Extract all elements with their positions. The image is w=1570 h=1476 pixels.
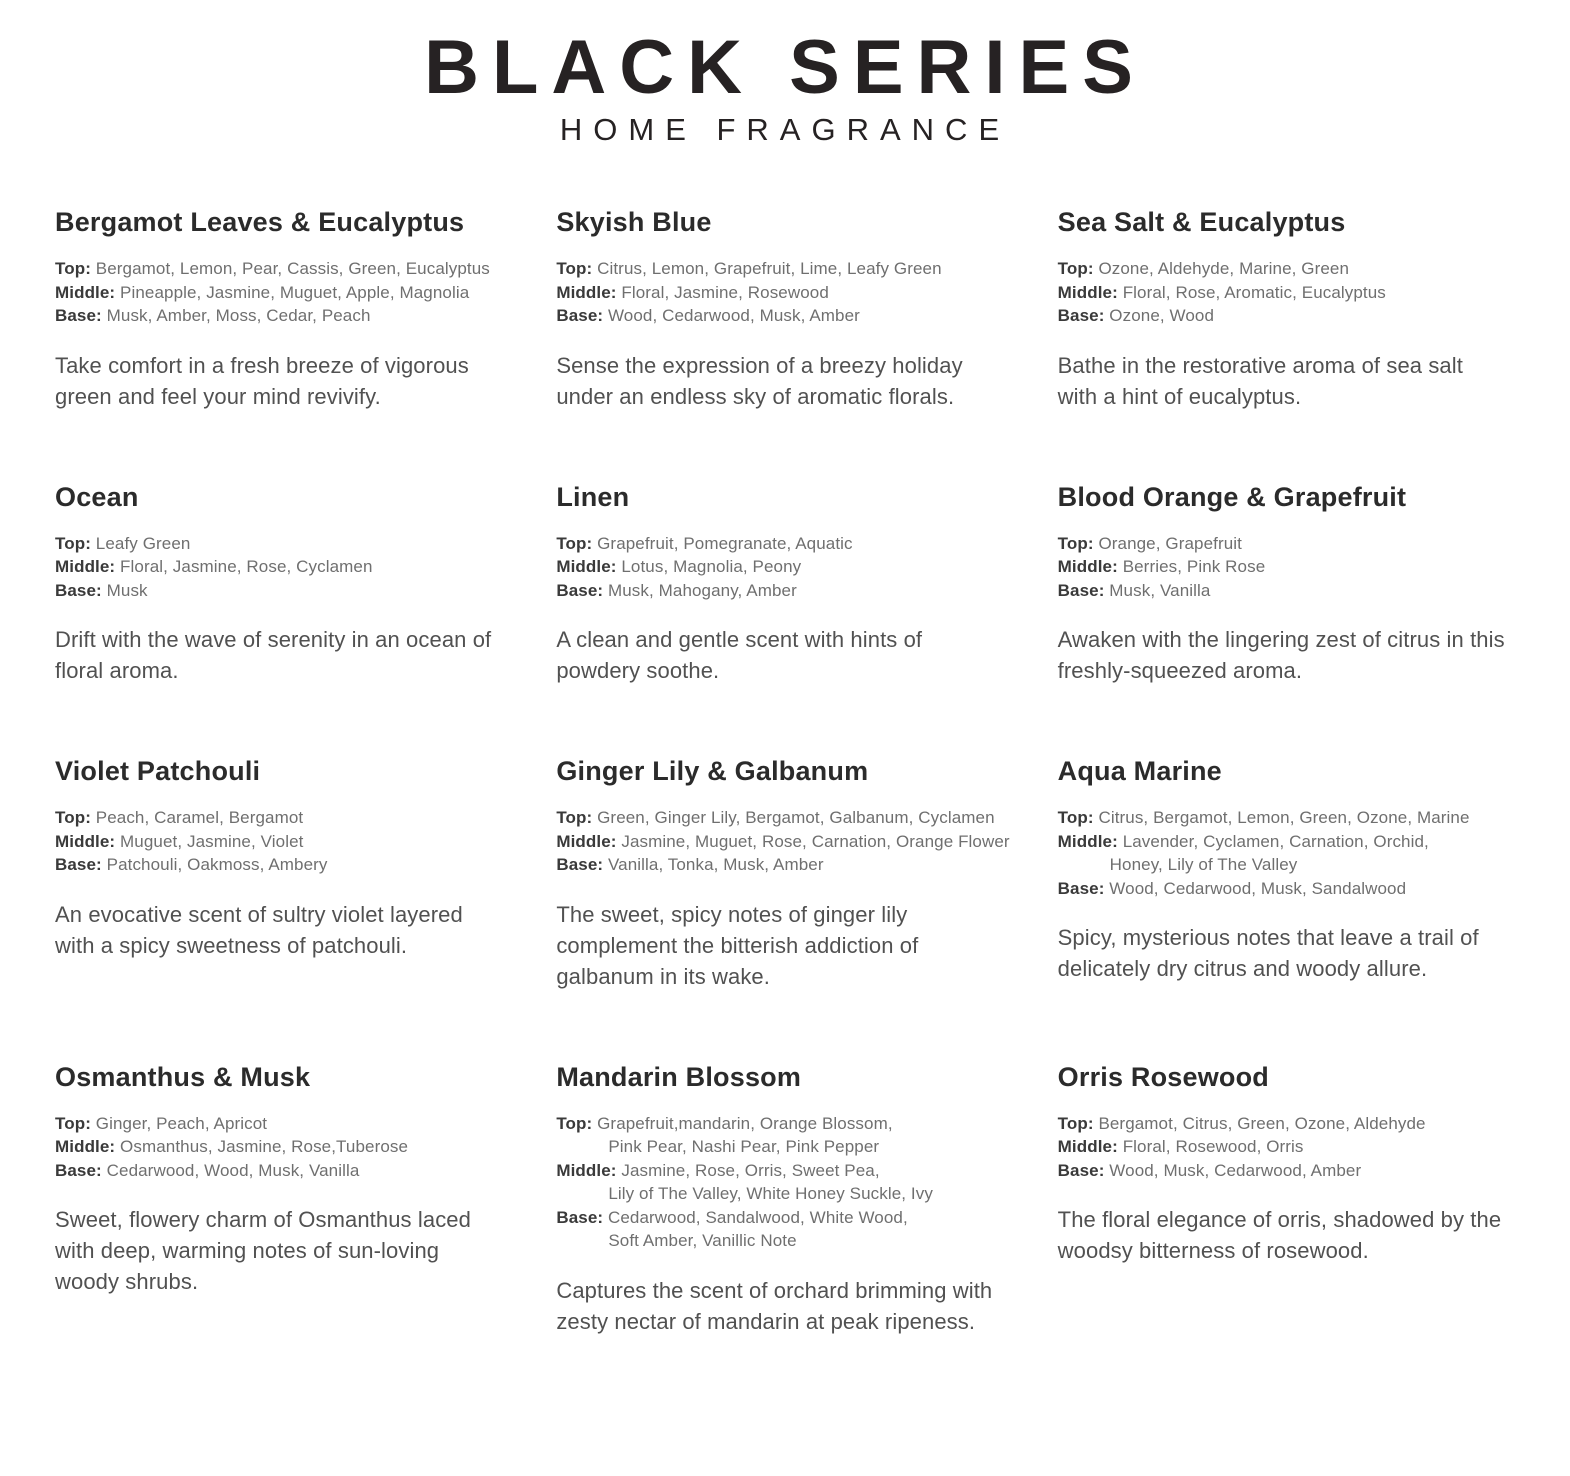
note-label: Top:: [55, 808, 91, 828]
note-value: Ginger, Peach, Apricot: [95, 1113, 268, 1133]
fragrance-card: [55, 756, 512, 961]
note-row: [55, 532, 512, 556]
note-value: Green, Ginger Lily, Bergamot, Galbanum, Cyclamen: [597, 808, 995, 828]
note-row: [556, 579, 1013, 603]
note-value: Wood, Musk, Cedarwood, Amber: [1109, 1160, 1362, 1180]
fragrance-notes: [1058, 257, 1515, 328]
note-label: Middle:: [556, 831, 617, 851]
fragrance-notes: [556, 1112, 1013, 1253]
note-value: Musk, Vanilla: [1109, 580, 1211, 600]
note-label: Top:: [556, 533, 593, 553]
note-continuation: Pink Pear, Nashi Pear, Pink Pepper: [608, 1137, 880, 1157]
note-value: Lavender, Cyclamen, Carnation, Orchid,: [1122, 831, 1429, 851]
note-row: [1058, 532, 1515, 556]
fragrance-notes: [55, 806, 512, 877]
fragrance-notes: [556, 257, 1013, 328]
note-continuation: Lily of The Valley, White Honey Suckle, Ivy: [608, 1184, 933, 1204]
fragrance-notes: [1058, 532, 1515, 603]
note-row: [1058, 806, 1515, 830]
note-row: [1058, 1135, 1515, 1159]
note-value: Cedarwood, Wood, Musk, Vanilla: [106, 1160, 360, 1180]
note-label: Base:: [55, 855, 102, 875]
note-label: Base:: [556, 306, 604, 326]
note-label: Base:: [1057, 580, 1105, 600]
note-row: [55, 830, 512, 854]
fragrance-description: Captures the scent of orchard brimming with zesty nectar of mandarin at peak ripeness.: [556, 1277, 993, 1334]
note-row: [55, 1159, 512, 1183]
note-continuation: Honey, Lily of The Valley: [1109, 855, 1298, 875]
note-row: [55, 579, 512, 603]
fragrance-card: [55, 1062, 512, 1298]
fragrance-description: Bathe in the restorative aroma of sea salt with a hint of eucalyptus.: [1057, 352, 1463, 409]
note-label: Middle:: [556, 557, 617, 577]
note-label: Base:: [55, 1160, 102, 1180]
note-row: [1058, 257, 1515, 281]
note-value: Ozone, Wood: [1109, 306, 1215, 326]
note-label: Middle:: [55, 282, 116, 302]
note-row: [556, 853, 1013, 877]
note-value: Muguet, Jasmine, Violet: [120, 831, 304, 851]
page-title: BLACK SERIES: [424, 25, 1146, 110]
note-value: Musk: [106, 580, 148, 600]
fragrance-description: An evocative scent of sultry violet layered with a spicy sweetness of patchouli.: [55, 901, 463, 958]
note-value: Lotus, Magnolia, Peony: [621, 557, 802, 577]
fragrance-name: Bergamot Leaves & Eucalyptus: [55, 207, 465, 237]
note-label: Top:: [55, 1113, 91, 1133]
fragrance-card: [1058, 756, 1515, 984]
note-row: [1058, 555, 1515, 579]
note-row: [1058, 830, 1515, 854]
fragrance-card: [556, 207, 1013, 412]
note-label: Base:: [1057, 1160, 1105, 1180]
fragrance-name: Sea Salt & Eucalyptus: [1057, 207, 1346, 237]
fragrance-description: A clean and gentle scent with hints of powdery soothe.: [556, 627, 923, 684]
note-row: [556, 1159, 1013, 1183]
note-row: [55, 281, 512, 305]
note-value: Cedarwood, Sandalwood, White Wood,: [607, 1207, 908, 1227]
fragrance-description: Drift with the wave of serenity in an ocean of floral aroma.: [55, 627, 492, 684]
note-value: Orange, Grapefruit: [1098, 533, 1242, 553]
note-label: Top:: [1057, 533, 1094, 553]
note-row: [556, 555, 1013, 579]
note-value: Musk, Mahogany, Amber: [607, 580, 797, 600]
fragrance-name: Skyish Blue: [556, 207, 712, 237]
note-row: [1058, 1112, 1515, 1136]
fragrance-card: [55, 482, 512, 687]
fragrance-description: The sweet, spicy notes of ginger lily complement the bitterish addiction of galbanum in its wake.: [556, 901, 919, 989]
fragrance-card: [556, 756, 1013, 992]
note-value: Grapefruit,mandarin, Orange Blossom,: [597, 1113, 893, 1133]
fragrance-description: Sense the expression of a breezy holiday under an endless sky of aromatic florals.: [556, 352, 963, 409]
note-row: [1058, 1159, 1515, 1183]
fragrance-notes: [556, 806, 1013, 877]
fragrance-name: Violet Patchouli: [55, 756, 261, 787]
note-label: Middle:: [556, 282, 617, 302]
fragrance-notes: [55, 532, 512, 603]
fragrance-description: Take comfort in a fresh breeze of vigorous green and feel your mind revivify.: [55, 352, 469, 409]
note-label: Middle:: [1057, 557, 1118, 577]
note-label: Base:: [1057, 306, 1105, 326]
note-value: Vanilla, Tonka, Musk, Amber: [607, 855, 824, 875]
note-label: Middle:: [1057, 282, 1118, 302]
fragrance-description: The floral elegance of orris, shadowed by the woodsy bitterness of rosewood.: [1057, 1207, 1502, 1264]
fragrance-notes: [556, 532, 1013, 603]
note-value: Floral, Rosewood, Orris: [1122, 1137, 1304, 1157]
fragrance-card: [556, 1062, 1013, 1337]
fragrance-name: Aqua Marine: [1057, 756, 1222, 787]
note-label: Middle:: [55, 1137, 116, 1157]
note-value: Jasmine, Rose, Orris, Sweet Pea,: [621, 1160, 880, 1180]
fragrance-notes: [55, 257, 512, 328]
fragrance-name: Ginger Lily & Galbanum: [556, 756, 869, 787]
note-row: [1058, 579, 1515, 603]
fragrance-name: Blood Orange & Grapefruit: [1057, 481, 1407, 512]
fragrance-notes: [1058, 1112, 1515, 1183]
fragrance-card: [1058, 1062, 1515, 1267]
note-continuation: Soft Amber, Vanillic Note: [608, 1231, 797, 1251]
fragrance-grid: [55, 207, 1515, 1337]
note-value: Jasmine, Muguet, Rose, Carnation, Orange Flower: [621, 831, 1010, 851]
note-value: Ozone, Aldehyde, Marine, Green: [1098, 259, 1350, 279]
note-value: Osmanthus, Jasmine, Rose,Tuberose: [120, 1137, 409, 1157]
note-row: [55, 1112, 512, 1136]
note-row: [556, 806, 1013, 830]
note-label: Base:: [55, 306, 102, 326]
note-value: Patchouli, Oakmoss, Ambery: [106, 855, 328, 875]
note-label: Top:: [556, 1113, 593, 1133]
doc-header: [55, 25, 1515, 147]
note-row: [556, 1112, 1013, 1136]
note-value: Bergamot, Lemon, Pear, Cassis, Green, Eucalyptus: [95, 259, 490, 279]
note-label: Top:: [1057, 808, 1094, 828]
note-label: Top:: [1057, 1113, 1094, 1133]
note-label: Middle:: [1057, 1137, 1118, 1157]
note-value: Musk, Amber, Moss, Cedar, Peach: [106, 306, 371, 326]
note-row: [1058, 304, 1515, 328]
fragrance-name: Orris Rosewood: [1057, 1061, 1269, 1092]
note-value: Floral, Rose, Aromatic, Eucalyptus: [1122, 282, 1386, 302]
note-label: Top:: [55, 533, 91, 553]
page-subtitle: HOME FRAGRANCE: [559, 112, 1011, 147]
note-label: Base:: [55, 580, 102, 600]
note-value: Bergamot, Citrus, Green, Ozone, Aldehyde: [1098, 1113, 1426, 1133]
note-label: Middle:: [1057, 831, 1118, 851]
note-value: Grapefruit, Pomegranate, Aquatic: [597, 533, 853, 553]
note-row: [1058, 281, 1515, 305]
note-value: Pineapple, Jasmine, Muguet, Apple, Magnolia: [120, 282, 470, 302]
note-row: [1058, 877, 1515, 901]
note-label: Middle:: [55, 557, 116, 577]
note-label: Top:: [55, 259, 91, 279]
note-row: [556, 304, 1013, 328]
note-label: Top:: [1057, 259, 1094, 279]
note-value: Wood, Cedarwood, Musk, Amber: [607, 306, 860, 326]
note-row: [55, 853, 512, 877]
note-row: [55, 555, 512, 579]
fragrance-card: [556, 482, 1013, 687]
note-value: Leafy Green: [95, 533, 191, 553]
note-row: [55, 257, 512, 281]
note-label: Middle:: [556, 1160, 617, 1180]
note-label: Top:: [556, 259, 593, 279]
note-row: [55, 806, 512, 830]
note-value: Citrus, Bergamot, Lemon, Green, Ozone, Marine: [1098, 808, 1470, 828]
note-label: Base:: [556, 580, 604, 600]
fragrance-name: Linen: [556, 481, 630, 512]
note-row: [556, 257, 1013, 281]
fragrance-description: Awaken with the lingering zest of citrus in this freshly-squeezed aroma.: [1057, 627, 1505, 684]
note-row: [55, 304, 512, 328]
fragrance-card: [1058, 207, 1515, 412]
note-row: [556, 830, 1013, 854]
fragrance-description: Spicy, mysterious notes that leave a trail of delicately dry citrus and woody allure.: [1057, 925, 1479, 982]
note-label: Base:: [556, 1207, 604, 1227]
fragrance-card: [1058, 482, 1515, 687]
note-value: Berries, Pink Rose: [1122, 557, 1266, 577]
fragrance-card: [55, 207, 512, 412]
note-row: [556, 1206, 1013, 1230]
fragrance-notes: [55, 1112, 512, 1183]
note-value: Wood, Cedarwood, Musk, Sandalwood: [1109, 878, 1407, 898]
note-label: Middle:: [55, 831, 116, 851]
note-label: Base:: [556, 855, 604, 875]
note-row: [556, 281, 1013, 305]
note-value: Peach, Caramel, Bergamot: [95, 808, 304, 828]
note-value: Floral, Jasmine, Rosewood: [621, 282, 829, 302]
fragrance-name: Osmanthus & Musk: [55, 1061, 311, 1092]
note-value: Citrus, Lemon, Grapefruit, Lime, Leafy Green: [597, 259, 942, 279]
fragrance-description: Sweet, flowery charm of Osmanthus laced with deep, warming notes of sun-loving woody shrubs.: [55, 1207, 471, 1295]
fragrance-name: Mandarin Blossom: [556, 1061, 802, 1092]
note-label: Base:: [1057, 878, 1105, 898]
note-label: Top:: [556, 808, 593, 828]
note-row: [556, 532, 1013, 556]
fragrance-name: Ocean: [55, 481, 139, 512]
note-row: [55, 1135, 512, 1159]
note-value: Floral, Jasmine, Rose, Cyclamen: [120, 557, 373, 577]
fragrance-notes: [1058, 806, 1515, 900]
